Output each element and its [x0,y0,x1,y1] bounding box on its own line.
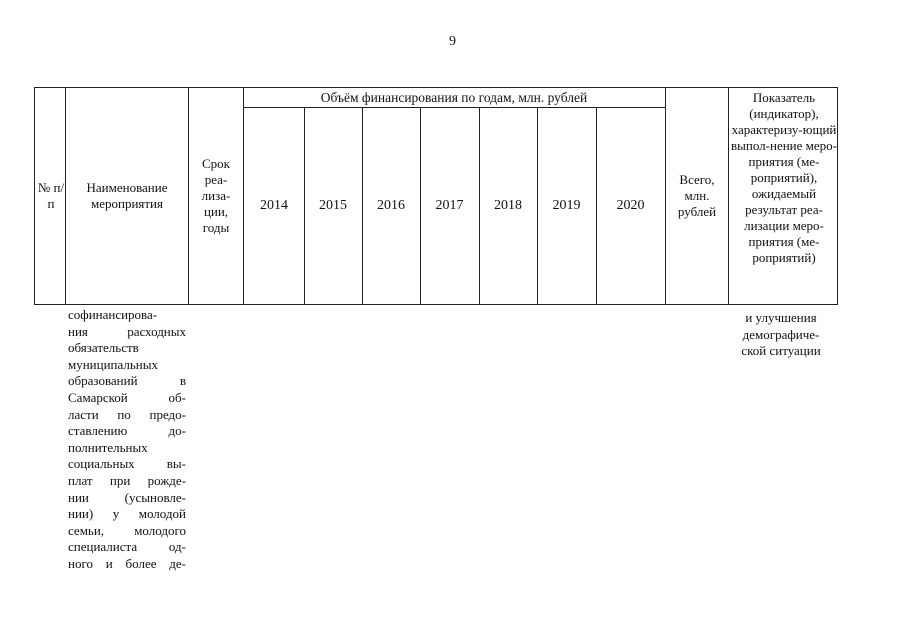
text-line: ласти по предо- [68,406,186,422]
text-line: семьи, молодого [68,522,186,538]
text-line: Самарской об- [68,389,186,405]
header-col-name: Наименование мероприятия [86,180,168,211]
header-year-2014: 2014 [260,198,288,213]
indicator-text [724,310,838,360]
header-col-number: № п/п [37,180,65,211]
header-financing-group: Объём финансирования по годам, млн. рублей [320,89,588,105]
divider [65,88,66,304]
header-year-2017: 2017 [435,198,464,213]
header-col-total: Всего, млн. рублей [677,172,717,219]
header-year-2020: 2020 [616,198,645,213]
divider [243,88,244,304]
text-line: социальных вы- [68,456,186,472]
divider [728,88,729,304]
header-year-2018: 2018 [494,198,522,213]
table-header [34,87,838,305]
text-line: нии (усыновле- [68,489,186,505]
page-number: 9 [449,34,456,49]
text-line: ного и более де- [68,555,186,571]
text-line: демографиче- [742,326,820,342]
divider [665,88,666,304]
measure-name-text [68,307,186,573]
text-line: полнительных [68,439,148,455]
text-line: и улучшения [745,310,817,325]
header-col-term: Срок реа-лиза-ции, годы [201,156,231,235]
header-year-2015: 2015 [319,198,347,213]
text-line: образований в [68,373,186,389]
divider [188,88,189,304]
text-line: обязательств [68,340,139,356]
text-line: ской ситуации [741,343,821,359]
text-line: нии) у молодой [68,506,186,522]
text-line: ния расходных [68,323,186,339]
text-line: ставлению до- [68,423,186,439]
header-year-2019: 2019 [552,198,581,213]
header-year-2016: 2016 [377,198,405,213]
text-line: муниципальных [68,356,159,372]
text-line: плат при рожде- [68,472,186,488]
text-line: специалиста од- [68,539,186,555]
header-col-indicator: Показатель (индикатор), характеризу-ющий выпол-нение меро-приятия (ме-роприятий), ожидаемый результат реа-лизации меро-приятия (ме-роприятий) [731,90,837,265]
text-line: софинансирова- [68,307,158,322]
